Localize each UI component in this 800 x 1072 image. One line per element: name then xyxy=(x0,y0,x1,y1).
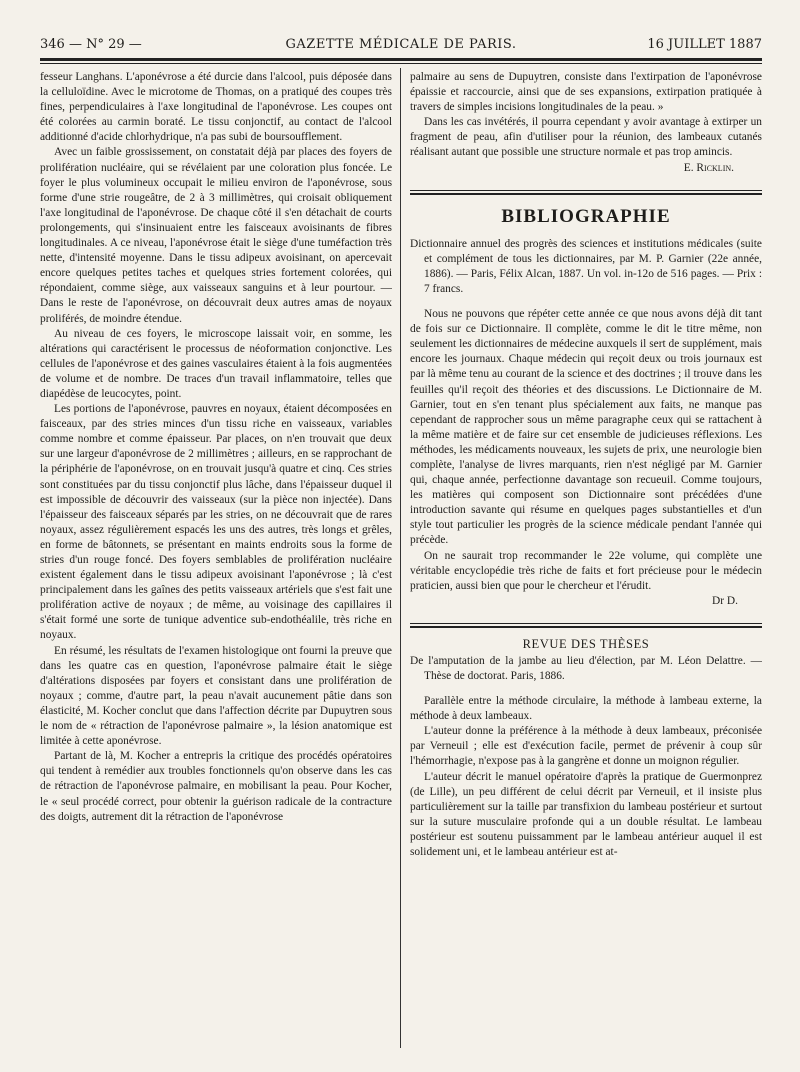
paragraph: Les portions de l'aponévrose, pauvres en noyaux, étaient décomposées en faisceaux, par des stries minces d'un tissu riche en vaisseaux, variables comme nombre et comme épaisseur. Par places, on n'en trouvait que deux sur une largeur d'aponévrose de 2 millimètres ; ailleurs, en se rapprochant de la périphérie de l'aponévrose, on en trouvait jusqu'à quatre et cinq. Ces stries sont constituées par du tissu conjonctif plus lâche, dans l'épaisseur duquel il est impossible de découvrir des vaisseaux (sur la pièce non injectée). Dans l'épaisseur des faisceaux séparés par les stries, on ne découvrait que de rares noyaux, assez régulièrement espacés les uns des autres, très longs et grêles, en forme de bâtonnets, se présentant en maints endroits sous la forme de stries d'un rouge foncé. Des foyers semblables de prolifération nucléaire existent également dans le tissu adipeux avoisinant l'aponévrose ; là c'est principalement dans les gaînes des petits vaisseaux artériels que s'est fait une prolifération active de noyaux ; de même, au voisinage des capillaires il s'était formé une sorte de tunique adventice sub-endothéalile, très riche en noyaux. xyxy=(40,403,392,642)
section-rule xyxy=(410,623,762,624)
paragraph: On ne saurait trop recommander le 22e volume, qui complète une véritable encyclopédie très riche de faits et fort précieuse pour le médecin praticien, aussi bien que pour le chercheur et l'érudit. xyxy=(410,549,762,592)
paragraph: L'auteur donne la préférence à la méthode à deux lambeaux, préconisée par Verneuil ; elle est d'exécution facile, permet de prévenir à coup sûr l'hémorrhagie, n'expose pas à la gangrène et donne un moignon régulier. xyxy=(410,725,762,768)
theses-entry: De l'amputation de la jambe au lieu d'élection, par M. Léon Delattre. — Thèse de doctorat. Paris, 1886. xyxy=(410,654,762,682)
paragraph: fesseur Langhans. L'aponévrose a été durcie dans l'alcool, puis déposée dans la celluloïdine. Avec le microtome de Thomas, on a pratiqué des coupes très fines, perpendiculaires à l'axe longitudinal de l'aponévrose. Les coupes ont été colorées au carmin boraté. Le tissu conjonctif, au contact de l'alcool additionné d'acide chlorhydrique, n'a pas subi de boursoufflement. xyxy=(40,71,392,144)
reviewer-signature: Dr D. xyxy=(712,594,738,607)
section-rule xyxy=(410,193,762,195)
paragraph: Avec un faible grossissement, on constatait déjà par places des foyers de prolifération nucléaire, qui se révélaient par une coloration plus foncée. Le foyer le plus volumineux occupait le milieu environ de l'aponévrose, sous forme d'une strie rougeâtre, de 2 à 3 millimètres, qui croisait obliquement l'axe longitudinal de l'aponévrose. De chaque côté il s'en détachait de courts prolongements, qui s'insinuaient entre les faisceaux avoisinants de fibres longitudinales. A ce niveau, l'aponévrose était le siège d'une tuméfaction très nette, d'intensité moyenne. Dans le tissu adipeux avoisinant, on apercevait encore quelques petites taches et quelques stries fortement colorées, qui répondaient, comme siège, aux vaisseaux sanguins et à leur pourtour. — Dans le reste de l'aponévrose, on découvrait deux autres amas de noyaux proliférés, de moindre étendue. xyxy=(40,146,392,325)
paragraph: Au niveau de ces foyers, le microscope laissait voir, en somme, les altérations qui caractérisent le processus de néoformation conjonctive. Les cellules de l'aponévrose et des gaines vasculaires étaient à la fois augmentées de volume et de nombre. De traces d'un travail inflammatoire, telles que diapédèse de leucocytes, point. xyxy=(40,327,392,400)
page-number: 346 — N° 29 — xyxy=(40,37,142,52)
section-rule xyxy=(410,190,762,191)
author-signature: E. Ricklin. xyxy=(683,161,734,174)
header-rule-thin xyxy=(40,63,762,64)
paragraph: palmaire au sens de Dupuytren, consiste dans l'extirpation de l'aponévrose épaissie et raccourcie, ainsi que de ses expansions, extirpation pratiquée à travers de simples incisions longitudinales de la peau. » xyxy=(410,71,762,114)
paragraph: Partant de là, M. Kocher a entrepris la critique des procédés opératoires qui tendent à remédier aux troubles fonctionnels qu'on observe dans les cas de rétraction de l'aponévrose palmaire, en mobilisant la peau. Pour Kocher, le « seul procédé correct, pour obtenir la guérison radicale de la contracture des doigts, autrement dit la rétraction de l'aponévrose xyxy=(40,750,392,823)
paragraph: L'auteur décrit le manuel opératoire d'après la pratique de Guermonprez (de Lille), un peu différent de celui décrit par Verneuil, et il insiste plus particulièrement sur la taille par transfixion du lambeau postérieur et surtout sur la suture musculaire profonde qui a un double résultat. Le lambeau postérieur est soutenu puissamment par le lambeau antérieur auquel il est solidement uni, et le lambeau antérieur est at- xyxy=(410,770,762,859)
journal-title: GAZETTE MÉDICALE DE PARIS. xyxy=(285,37,517,52)
paragraph: Parallèle entre la méthode circulaire, la méthode à lambeau externe, la méthode à deux lambeaux. xyxy=(410,695,762,723)
theses-heading: REVUE DES THÈSES xyxy=(522,636,650,651)
paragraph: En résumé, les résultats de l'examen histologique ont fourni la preuve que dans les quatre cas en question, l'aponévrose palmaire était le siège d'altérations disposées par foyers et consistant dans une prolifération de noyaux ; comme, d'autre part, la peau n'avait aucunement pâtie dans son élasticité, M. Kocher conclut que dans l'affection décrite par Dupuytren sous le nom de « rétraction de l'aponévrose palmaire », la lésion anatomique est limitée à cette aponévrose. xyxy=(40,644,392,748)
paragraph: Dans les cas invétérés, il pourra cependant y avoir avantage à extirper un fragment de peau, afin d'utiliser pour la réunion, des lambeaux cutanés réalisant autant que possible une structure normale et pas trop amincis. xyxy=(410,116,762,159)
bibliography-heading: BIBLIOGRAPHIE xyxy=(501,205,671,227)
page-header xyxy=(40,34,762,56)
left-column xyxy=(40,70,392,1045)
header-rule-thick xyxy=(40,58,762,61)
issue-date: 16 JUILLET 1887 xyxy=(647,37,762,52)
column-divider xyxy=(400,68,401,1048)
section-rule xyxy=(410,626,762,628)
paragraph: Nous ne pouvons que répéter cette année ce que nous avons déjà dit tant de fois sur ce Dictionnaire. Il complète, comme le dit le titre même, non seulement les dictionnaires de médecine auxquels il sert de supplément, mais encore les journaux. Chaque médecin qui reçoit deux ou trois journaux est par là même tenu au courant de la science et des doctrines ; il trouve dans les feuilles qu'il reçoit des théories et des discussions. Le Dictionnaire de M. Garnier, tout en s'en tenant plus spécialement aux faits, ne manque pas cependant de rapprocher sous un même paragraphe ceux qui se rattachent à la même matière et de faire sur cet ensemble de judicieuses réflexions. Les méthodes, les médicaments nouveaux, les sujets de prix, une neurologie bien complète, l'analyse de livres marquants, rien n'est négligé par M. Garnier qui, chaque année, perfectionne davantage son recueuil. Comme toujours, les matières qui composent son Dictionnaire sont précédées d'une introduction savante qui résume en quelques pages substantielles et d'un style tout particulier les progrès de la science médicale pendant l'année qui précède. xyxy=(410,308,762,547)
bibliography-entry: Dictionnaire annuel des progrès des sciences et institutions médicales (suite et complément de tous les dictionnaires, par M. P. Garnier (22e année, 1886). — Paris, Félix Alcan, 1887. Un vol. in-12o de 516 pages. — Prix : 7 francs. xyxy=(410,237,762,295)
right-column xyxy=(410,70,762,1045)
